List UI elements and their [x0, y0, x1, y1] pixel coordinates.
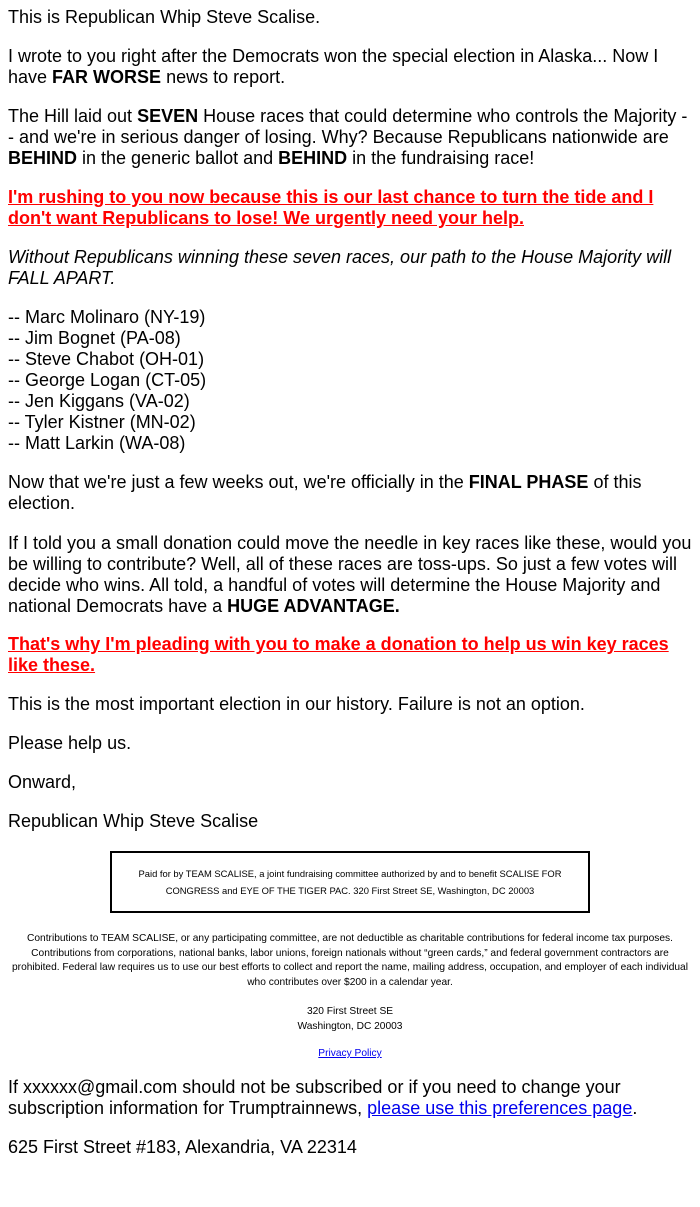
list-item: -- Marc Molinaro (NY-19)	[8, 307, 206, 327]
list-item: -- Steve Chabot (OH-01)	[8, 349, 205, 369]
paid-for-text: Paid for by TEAM SCALISE, a joint fundraising committee authorized by and to benefit SCALISE FOR CONGRESS and EYE OF THE TIGER PAC. 320 First Street SE, Washington, DC 20003	[138, 868, 562, 896]
paragraph-fall-apart: Without Republicans winning these seven races, our path to the House Majority will FALL APART.	[8, 247, 672, 288]
privacy-policy-link[interactable]: Privacy Policy	[318, 1048, 382, 1059]
candidate-list	[8, 307, 206, 454]
unsubscribe-text: If xxxxxx@gmail.com should not be subscribed or if you need to change your subscription information for Trumptrainnews, please use this preferences page.	[8, 1077, 638, 1118]
footer-address: 625 First Street #183, Alexandria, VA 22314	[8, 1137, 357, 1157]
paid-for-box	[110, 851, 590, 913]
list-item: -- Matt Larkin (WA-08)	[8, 433, 186, 453]
paragraph-most-important: This is the most important election in our history. Failure is not an option.	[8, 694, 585, 714]
paragraph-please-help: Please help us.	[8, 733, 132, 753]
list-item: -- Jen Kiggans (VA-02)	[8, 391, 190, 411]
privacy-policy-row	[12, 1047, 688, 1062]
intro-text: This is Republican Whip Steve Scalise.	[8, 7, 321, 27]
list-item: -- Tyler Kistner (MN-02)	[8, 412, 196, 432]
paragraph-alaska: I wrote to you right after the Democrats won the special election in Alaska... Now I have FAR WORSE news to report.	[8, 46, 659, 87]
list-item: -- George Logan (CT-05)	[8, 370, 207, 390]
cta-link-donate[interactable]: That's why I'm pleading with you to make a donation to help us win key races like these.	[8, 634, 669, 675]
paragraph-seven-races: The Hill laid out SEVEN House races that could determine who controls the Majority -- and we're in serious danger of losing. Why? Because Republicans nationwide are BEHIND in the generic ballot and BEHIND in the fundraising race!	[8, 106, 688, 168]
address-line: 320 First Street SE	[306, 1006, 394, 1017]
paragraph-final-phase: Now that we're just a few weeks out, we're officially in the FINAL PHASE of this election.	[8, 472, 642, 513]
mailing-address	[12, 1005, 688, 1034]
address-line: Washington, DC 20003	[297, 1020, 403, 1032]
preferences-link[interactable]: please use this preferences page	[367, 1098, 633, 1118]
paragraph-donation-needle: If I told you a small donation could move the needle in key races like these, would you be willing to contribute? Well, all of these races are toss-ups. So just a few votes will decide who wins. All told, a handful of votes will determine the House Majority and national Democrats have a HUGE ADVANTAGE.	[8, 533, 692, 616]
disclaimer-text: Contributions to TEAM SCALISE, or any participating committee, are not deductible as charitable contributions for federal income tax purposes. Contributions from corporations, national banks, labor unions, foreign nationals without “green cards,” and federal government contractors are prohibited. Federal law requires us to use our best efforts to collect and report the name, mailing address, occupation, and employer of each individual who contributes over $200 in a calendar year.	[12, 933, 688, 988]
list-item: -- Jim Bognet (PA-08)	[8, 328, 181, 348]
paragraph-onward: Onward,	[8, 772, 77, 792]
cta-link-help[interactable]: I'm rushing to you now because this is our last chance to turn the tide and I don't want Republicans to lose! We urgently need your help.	[8, 187, 654, 228]
signature: Republican Whip Steve Scalise	[8, 811, 259, 831]
